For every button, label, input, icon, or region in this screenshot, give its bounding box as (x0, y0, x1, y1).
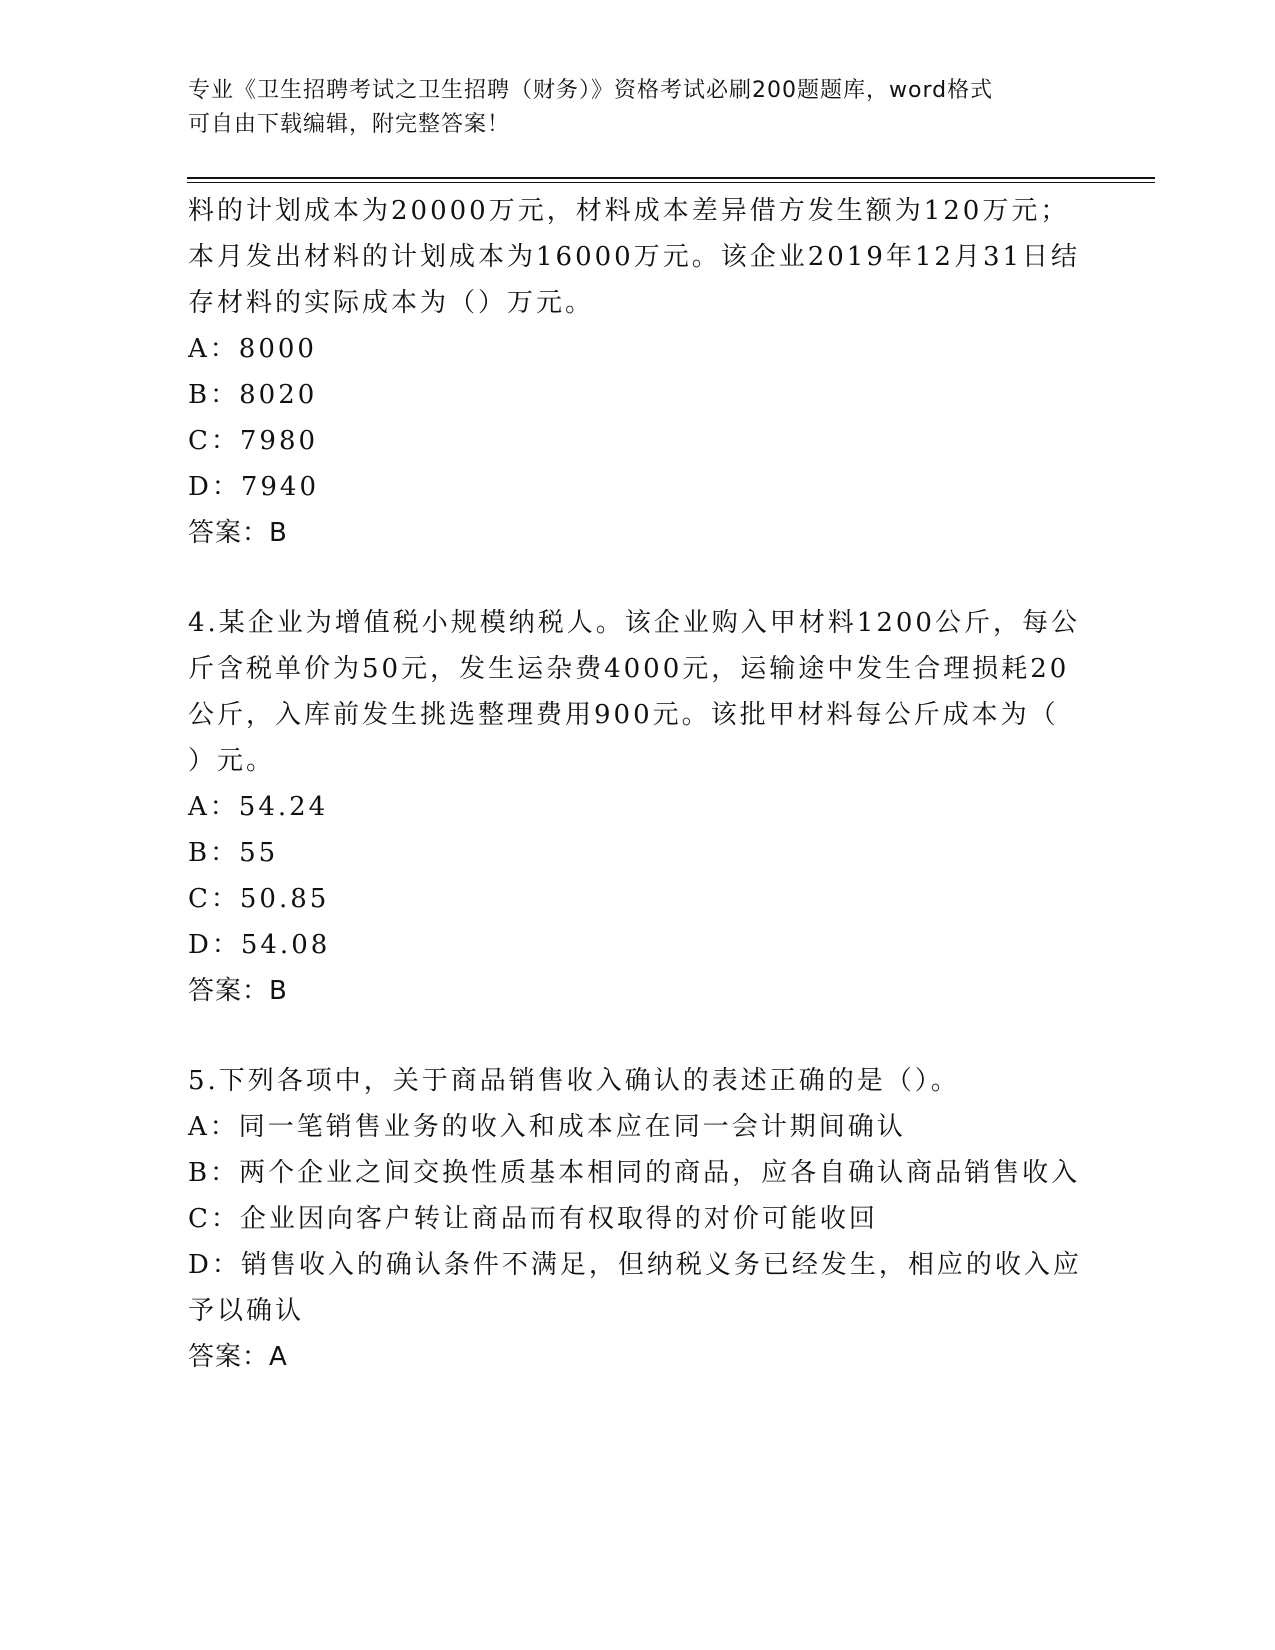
question-4-option-c: C：50.85 (188, 884, 330, 914)
question-content (188, 188, 1082, 1380)
spacer (188, 1014, 1068, 1058)
question-3-option-c: C：7980 (188, 426, 319, 456)
question-4-stem-line-2: 斤含税单价为50元，发生运杂费4000元，运输途中发生合理损耗20 (188, 654, 1070, 684)
question-3-option-b: B：8020 (188, 380, 318, 410)
question-4-option-a: A：54.24 (188, 792, 329, 822)
question-4-stem-line-1: 4.某企业为增值税小规模纳税人。该企业购入甲材料1200公斤，每公 (188, 608, 1080, 638)
question-4-option-d: D：54.08 (188, 930, 331, 960)
question-5-option-d: D：销售收入的确认条件不满足，但纳税义务已经发生，相应的收入应 (188, 1250, 1082, 1280)
question-5-option-b: B：两个企业之间交换性质基本相同的商品，应各自确认商品销售收入 (188, 1158, 1081, 1188)
question-5-stem-line-1: 5.下列各项中，关于商品销售收入确认的表述正确的是（）。 (188, 1066, 960, 1096)
question-4 (188, 600, 1080, 1014)
spacer (188, 556, 1068, 600)
question-4-answer: 答案：B (188, 976, 288, 1006)
question-3-option-a: A：8000 (188, 334, 317, 364)
header-title-line-2: 可自由下载编辑，附完整答案！ (188, 112, 511, 137)
header-divider-thick (187, 177, 1155, 179)
question-3-stem-line-2: 本月发出材料的计划成本为16000万元。该企业2019年12月31日结 (188, 242, 1081, 272)
question-3-stem-line-1: 料的计划成本为20000万元，材料成本差异借方发生额为120万元； (188, 196, 1070, 226)
question-5-option-c: C：企业因向客户转让商品而有权取得的对价可能收回 (188, 1204, 878, 1234)
question-5 (188, 1058, 1082, 1380)
question-5-answer: 答案：A (188, 1342, 288, 1372)
question-3-stem-line-3: 存材料的实际成本为（）万元。 (188, 288, 595, 318)
question-3-option-d: D：7940 (188, 472, 320, 502)
question-4-stem-line-3: 公斤，入库前发生挑选整理费用900元。该批甲材料每公斤成本为（ (188, 700, 1059, 730)
question-3-answer: 答案：B (188, 518, 288, 548)
header-title-line-1: 专业《卫生招聘考试之卫生招聘（财务）》资格考试必刷200题题库，word格式 (188, 78, 994, 103)
question-3 (188, 188, 1081, 556)
question-5-option-d-continued: 予以确认 (188, 1296, 305, 1326)
question-4-stem-line-4: ）元。 (188, 746, 276, 776)
question-4-option-b: B：55 (188, 838, 279, 868)
header-divider-thin (187, 182, 1155, 183)
document-header (188, 74, 1068, 142)
question-5-option-a: A：同一笔销售业务的收入和成本应在同一会计期间确认 (188, 1112, 906, 1142)
